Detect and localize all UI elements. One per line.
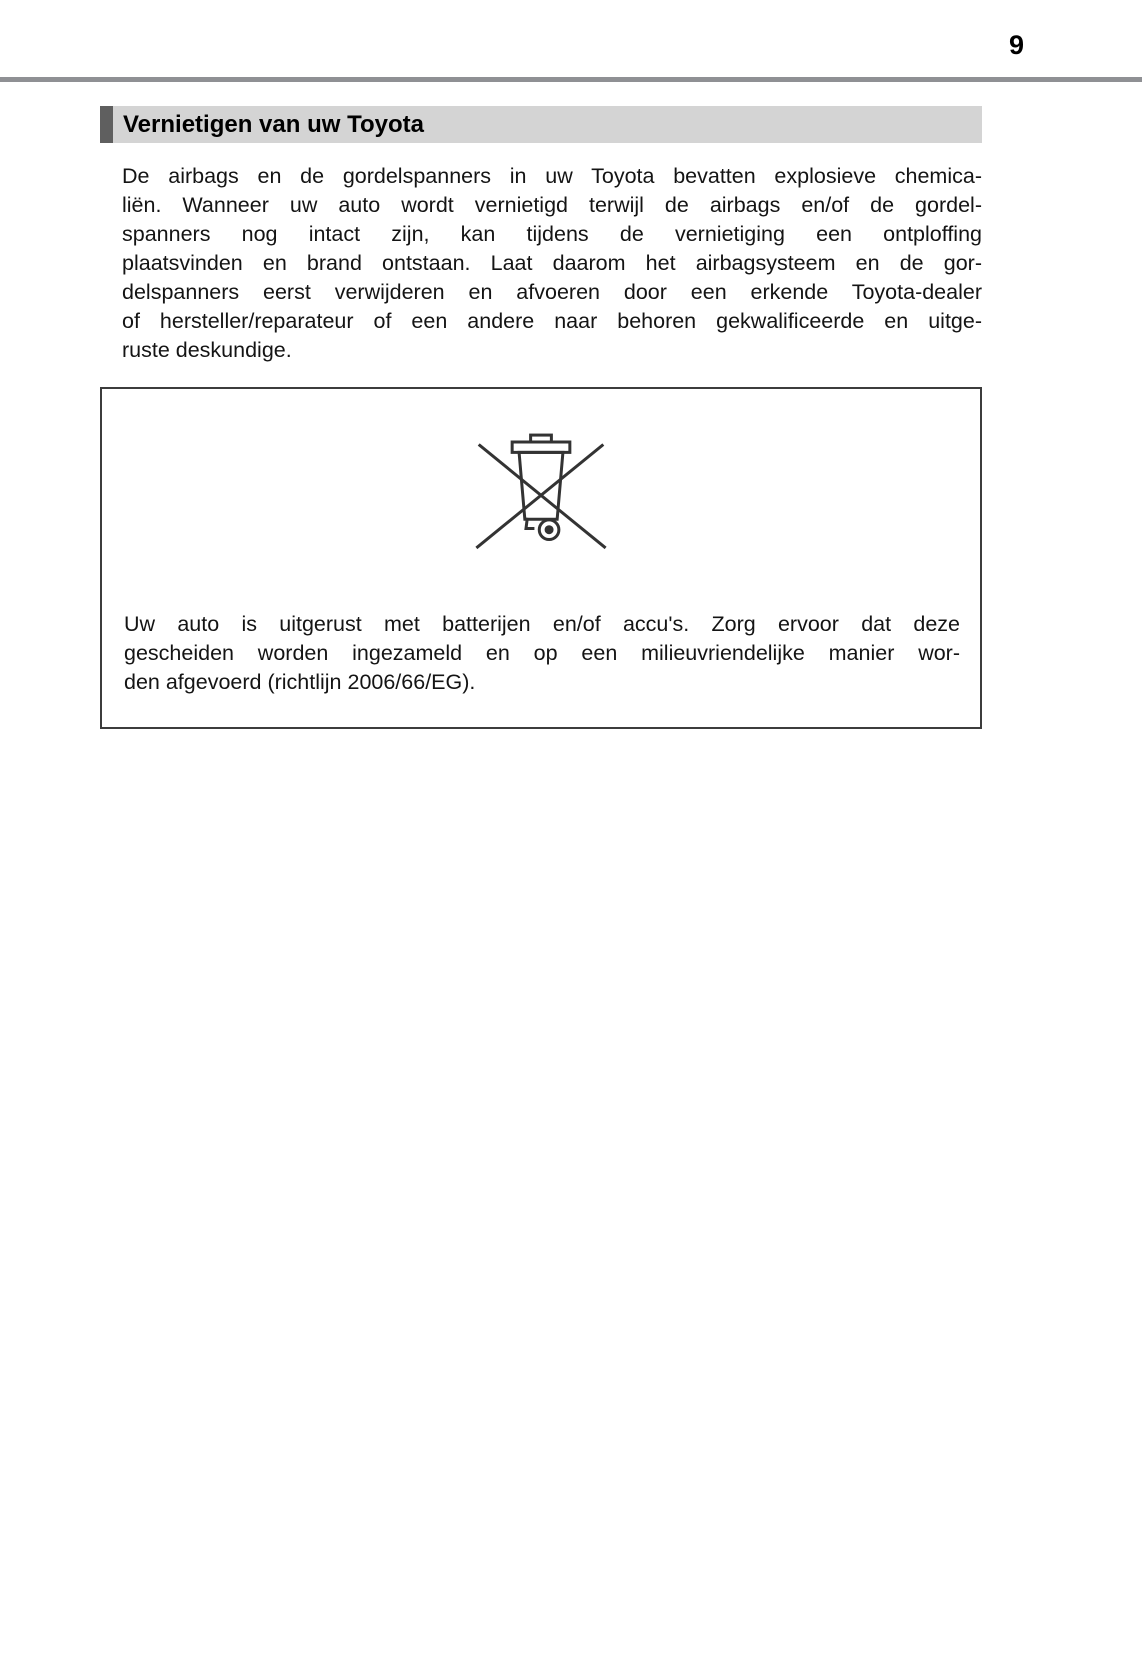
text-line: liën. Wanneer uw auto wordt vernietigd terwijl de airbags en/of de gordel-: [122, 193, 982, 217]
text-line: den afgevoerd (richtlijn 2006/66/EG).: [124, 670, 476, 694]
text-line: of hersteller/reparateur of een andere naar behoren gekwalificeerde en uitge-: [122, 309, 982, 333]
header-divider: [0, 77, 1142, 82]
text-line: delspanners eerst verwijderen en afvoeren door een erkende Toyota-dealer: [122, 280, 982, 304]
text-line: plaatsvinden en brand ontstaan. Laat daarom het airbagsysteem en de gor-: [122, 251, 982, 275]
crossed-out-wheelie-bin-icon: [122, 427, 960, 582]
text-line: De airbags en de gordelspanners in uw Toyota bevatten explosieve chemica-: [122, 164, 982, 188]
battery-disposal-notice-box: [100, 387, 982, 729]
text-line: ruste deskundige.: [122, 338, 292, 362]
text-line: Uw auto is uitgerust met batterijen en/of accu's. Zorg ervoor dat deze: [124, 612, 960, 636]
intro-paragraph: [122, 162, 982, 365]
section-heading: [100, 106, 982, 143]
text-line: gescheiden worden ingezameld en op een milieuvriendelijke manier wor-: [124, 641, 960, 665]
notice-paragraph: [124, 610, 960, 697]
text-line: spanners nog intact zijn, kan tijdens de vernietiging een ontploffing: [122, 222, 982, 246]
page-number: 9: [1008, 30, 1024, 60]
page-content: [100, 106, 982, 729]
section-title: Vernietigen van uw Toyota: [123, 111, 424, 138]
heading-accent-bar: [100, 106, 113, 143]
